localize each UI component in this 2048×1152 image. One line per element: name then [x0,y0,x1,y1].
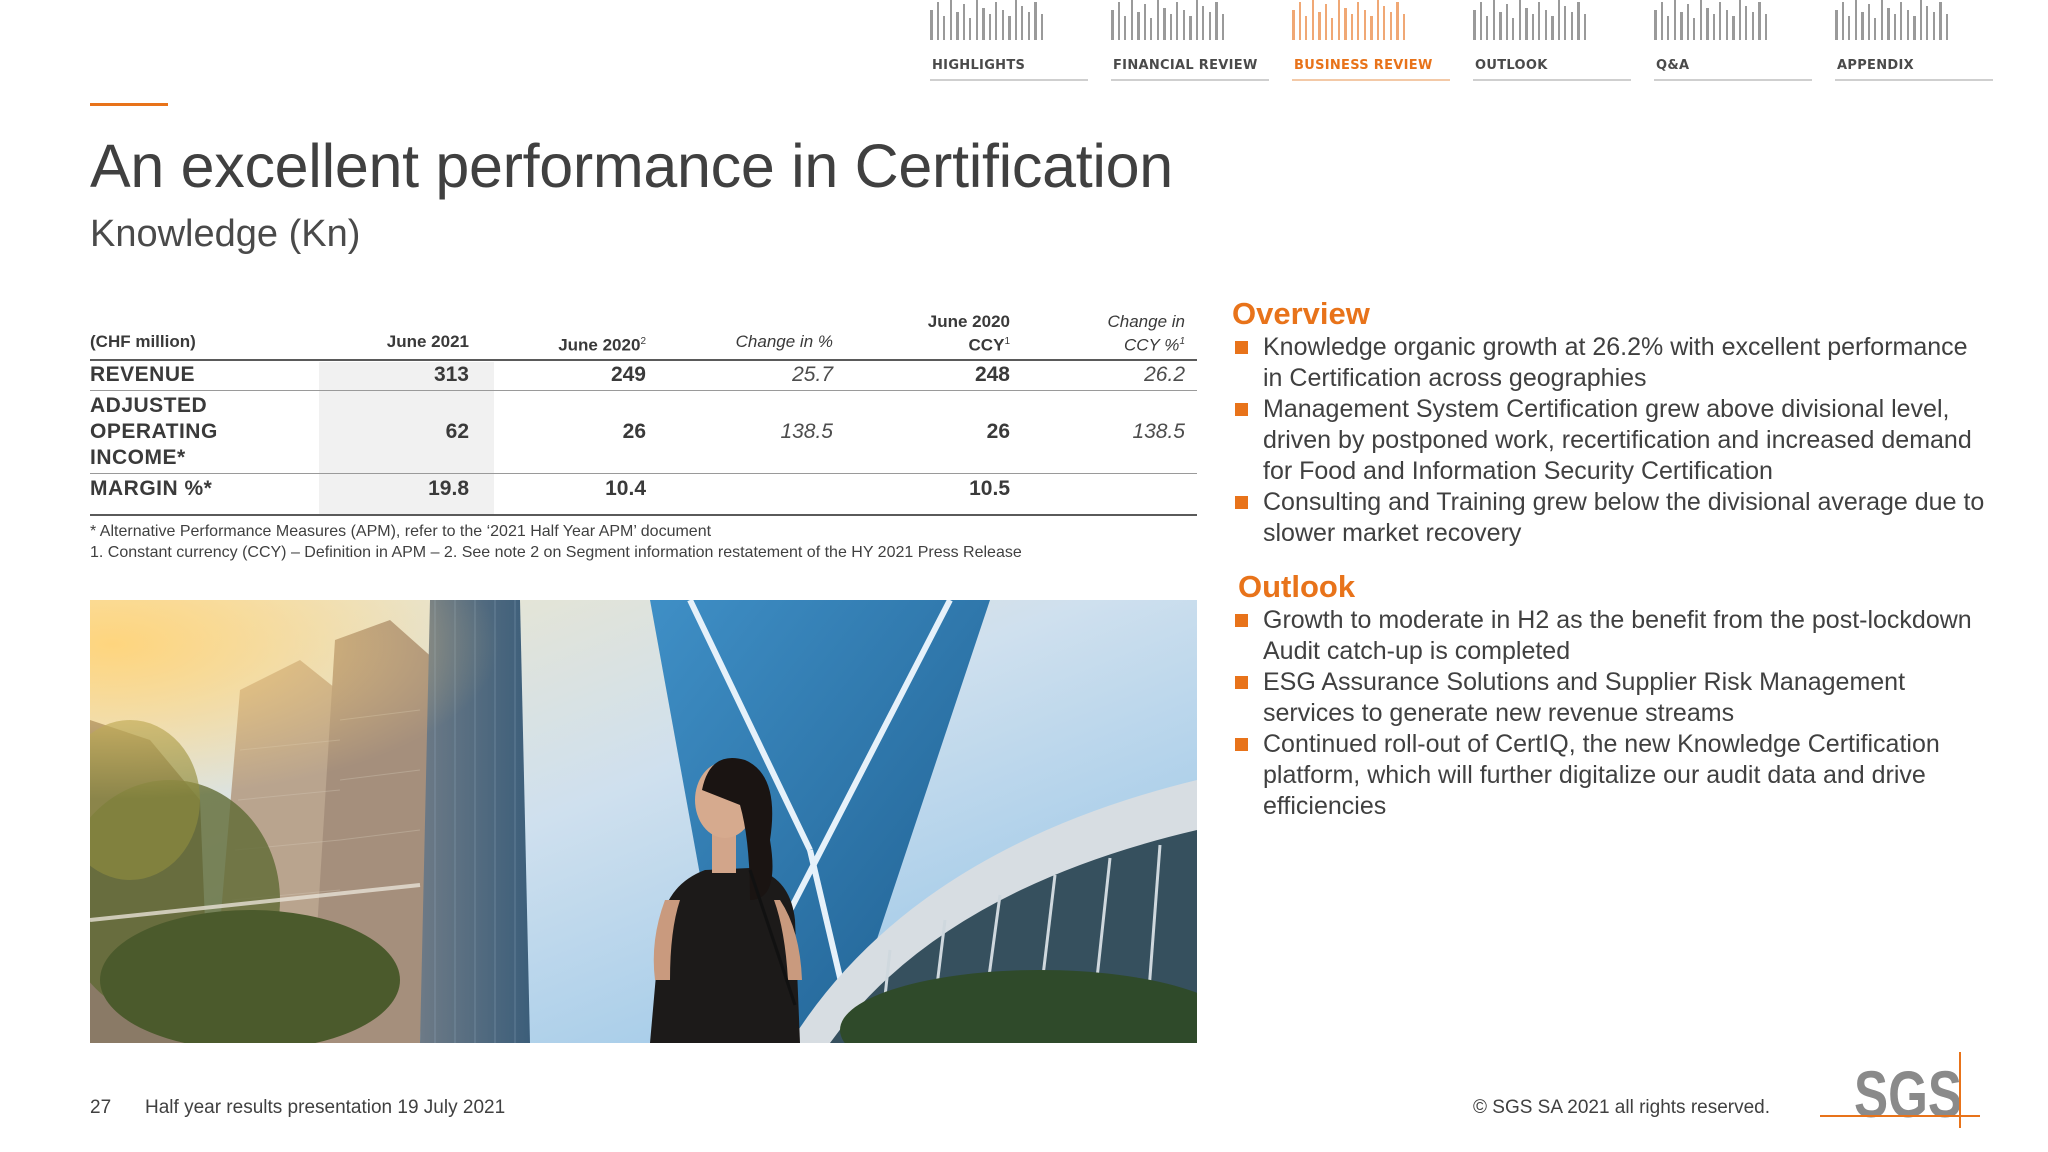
barcode-bar [1131,0,1133,40]
barcode-graphic [1835,0,1953,40]
cell-aoi-change-ccy: 138.5 [1132,420,1185,443]
barcode-bar [1855,0,1857,40]
barcode-bar [1390,12,1392,40]
bullet-text: Consulting and Training grew below the divisional average due to slower market recovery [1263,488,1985,547]
barcode-bar [1111,10,1114,40]
nav-underline [1111,79,1269,81]
row-label-line: ADJUSTED [90,394,208,417]
barcode-bar [1920,0,1922,40]
header-line: CCY [968,335,1005,355]
barcode-bar [1571,12,1573,40]
bullet-text: Management System Certification grew above divisional level, driven by postponed work, recertification and increased demand for Food and Information Security Certification [1263,395,1972,485]
barcode-bar [1364,10,1366,40]
row-label-adjusted-operating-income [90,393,218,471]
nav-label: Q&A [1656,58,1690,73]
barcode-bar [1752,12,1754,40]
barcode-bar [1835,10,1838,40]
barcode-bar [1183,10,1185,40]
top-navigation [930,0,2000,82]
barcode-bar [1654,10,1657,40]
barcode-bar [1034,2,1037,40]
row-rule [90,473,1197,474]
barcode-bar [1661,2,1663,40]
barcode-bar [1939,2,1942,40]
barcode-bar [1222,14,1224,40]
barcode-bar [1874,18,1876,40]
barcode-bar [1584,14,1586,40]
header-line: Change in [1107,312,1185,331]
barcode-bar [1900,2,1902,40]
bullet-square-icon [1235,676,1248,689]
list-item [1233,332,1993,394]
barcode-bar [1861,12,1864,40]
barcode-bar [1680,12,1683,40]
barcode-bar [930,10,933,40]
footnote-marker: 1 [1004,336,1010,347]
bullet-square-icon [1235,496,1248,509]
barcode-bar [1848,16,1850,40]
barcode-bar [1765,14,1767,40]
barcode-bar [1331,18,1333,40]
barcode-graphic [1654,0,1772,40]
logo-text: SGS [1854,1057,1962,1130]
barcode-bar [1887,8,1890,40]
nav-underline [1473,79,1631,81]
barcode-bar [976,0,978,40]
bullet-square-icon [1235,403,1248,416]
sgs-logo [1820,1052,1980,1130]
barcode-bar [1933,12,1935,40]
cell-revenue-change-ccy: 26.2 [1144,363,1185,386]
barcode-bar [1907,10,1909,40]
barcode-bar [1176,2,1178,40]
row-label-line: INCOME* [90,446,186,469]
row-label-line: OPERATING [90,420,218,443]
list-item [1233,729,1993,822]
cell-aoi-june-2020: 26 [622,420,646,443]
barcode-bar [1150,18,1152,40]
barcode-bar [1318,12,1321,40]
barcode-bar [1946,14,1948,40]
nav-item-qa[interactable] [1654,0,1812,82]
header-line: CCY % [1124,335,1180,355]
header-line: June 2020 [927,312,1010,331]
barcode-bar [1913,16,1916,40]
nav-underline [930,79,1088,81]
barcode-bar [1499,12,1502,40]
barcode-bar [995,2,997,40]
header-june-2020 [558,332,646,356]
barcode-bar [1002,10,1004,40]
barcode-bar [1486,16,1488,40]
list-item [1233,394,1993,487]
barcode-bar [1739,0,1741,40]
barcode-bar [1118,2,1120,40]
header-june-2020-ccy [928,312,1010,356]
barcode-bar [1700,0,1702,40]
barcode-bar [1525,8,1528,40]
barcode-bar [1564,6,1566,40]
cell-aoi-june-2020-ccy: 26 [986,420,1010,443]
cell-margin-june-2020: 10.4 [605,477,646,500]
barcode-bar [1538,2,1540,40]
nav-label: APPENDIX [1837,58,1914,73]
barcode-bar [1745,6,1747,40]
nav-label: OUTLOOK [1475,58,1548,73]
nav-item-financial-review[interactable] [1111,0,1269,82]
barcode-bar [1041,14,1043,40]
city-photo [90,600,1197,1043]
barcode-bar [1144,4,1146,40]
barcode-bar [1021,6,1023,40]
barcode-bar [1480,2,1482,40]
barcode-bar [1170,14,1172,40]
barcode-bar [1687,4,1689,40]
footnote-ccy: 1. Constant currency (CCY) – Definition in APM – 2. See note 2 on Segment information restatement of the HY 2021 Press Release [90,544,1022,561]
header-rule [90,359,1197,361]
cell-aoi-june-2021: 62 [445,420,469,443]
barcode-bar [1706,8,1709,40]
nav-label: BUSINESS REVIEW [1294,58,1433,73]
barcode-bar [1028,12,1030,40]
header-june-2020-text: June 2020 [558,335,641,355]
financial-table [90,300,1197,520]
nav-item-outlook[interactable] [1473,0,1631,82]
nav-underline [1654,79,1812,81]
barcode-bar [1726,10,1728,40]
table-bottom-rule [90,514,1197,516]
barcode-bar [1292,10,1295,40]
nav-item-appendix[interactable] [1835,0,1993,82]
row-rule [90,390,1197,391]
barcode-bar [1383,6,1385,40]
barcode-bar [1868,4,1870,40]
outlook-heading: Outlook [1238,569,1356,604]
list-item [1233,487,1993,549]
row-label-revenue: REVENUE [90,363,196,386]
header-change-ccy-pct [1107,312,1185,356]
sgs-logo-icon [1820,1052,1980,1130]
barcode-bar [989,14,991,40]
barcode-bar [1758,2,1761,40]
barcode-bar [937,2,939,40]
cell-revenue-june-2020: 249 [610,363,646,386]
overview-list [1233,332,1993,549]
outlook-list [1233,605,1993,822]
list-item [1233,667,1993,729]
barcode-bar [1215,2,1218,40]
barcode-bar [1551,16,1554,40]
barcode-bar [1202,6,1204,40]
barcode-bar [1693,18,1695,40]
barcode-bar [1512,18,1514,40]
barcode-bar [1506,4,1508,40]
bullet-text: Growth to moderate in H2 as the benefit from the post-lockdown Audit catch-up is completed [1263,606,1972,665]
barcode-bar [1894,14,1896,40]
barcode-bar [1881,0,1883,40]
barcode-bar [1396,2,1399,40]
barcode-bar [1719,2,1721,40]
barcode-bar [1305,16,1307,40]
barcode-bar [1713,14,1715,40]
cell-margin-june-2021: 19.8 [428,477,469,500]
barcode-bar [1357,2,1359,40]
barcode-bar [1189,16,1192,40]
barcode-graphic [930,0,1048,40]
cell-margin-june-2020-ccy: 10.5 [969,477,1010,500]
barcode-bar [1473,10,1476,40]
barcode-bar [943,16,945,40]
barcode-bar [1312,0,1314,40]
page-number: 27 [90,1097,112,1118]
barcode-bar [1577,2,1580,40]
nav-underline [1835,79,1993,81]
barcode-bar [1157,0,1159,40]
page-title: An excellent performance in Certification [90,132,1173,200]
presentation-title: Half year results presentation 19 July 2021 [145,1097,506,1118]
barcode-bar [969,18,971,40]
cell-revenue-june-2021: 313 [433,363,469,386]
header-change-pct: Change in % [735,332,833,351]
barcode-bar [1008,16,1011,40]
nav-item-highlights[interactable] [930,0,1088,82]
barcode-bar [1196,0,1198,40]
nav-label: HIGHLIGHTS [932,58,1026,73]
barcode-bar [1545,10,1547,40]
nav-label: FINANCIAL REVIEW [1113,58,1258,73]
barcode-bar [1558,0,1560,40]
barcode-graphic [1292,0,1410,40]
barcode-bar [1338,0,1340,40]
barcode-bar [1926,6,1928,40]
barcode-graphic [1473,0,1591,40]
page-subtitle: Knowledge (Kn) [90,213,361,255]
barcode-bar [950,0,952,40]
overview-heading: Overview [1232,296,1370,331]
title-accent-line [90,103,168,106]
bullet-text: Knowledge organic growth at 26.2% with excellent performance in Certification across geographies [1263,333,1968,392]
barcode-bar [1370,16,1373,40]
nav-underline [1292,79,1450,81]
barcode-bar [1325,4,1327,40]
photo-illustration [90,600,1197,1043]
barcode-bar [1674,0,1676,40]
barcode-bar [1842,2,1844,40]
barcode-bar [1163,8,1166,40]
barcode-bar [1732,16,1735,40]
barcode-bar [1209,12,1211,40]
bullet-text: ESG Assurance Solutions and Supplier Risk Management services to generate new revenue streams [1263,668,1906,727]
barcode-bar [1377,0,1379,40]
barcode-bar [982,8,985,40]
barcode-bar [1403,14,1405,40]
nav-item-business-review[interactable] [1292,0,1450,82]
barcode-bar [1351,14,1353,40]
barcode-graphic [1111,0,1229,40]
barcode-bar [956,12,959,40]
footnote-apm: * Alternative Performance Measures (APM), refer to the ‘2021 Half Year APM’ document [90,523,712,540]
barcode-bar [1519,0,1521,40]
bullet-square-icon [1235,614,1248,627]
row-label-margin: MARGIN %* [90,477,213,500]
header-unit: (CHF million) [90,332,196,351]
cell-revenue-june-2020-ccy: 248 [974,363,1010,386]
header-june-2021: June 2021 [386,332,469,351]
barcode-bar [1137,12,1140,40]
barcode-bar [963,4,965,40]
bullet-text: Continued roll-out of CertIQ, the new Knowledge Certification platform, which will further digitalize our audit data and drive efficiencies [1263,730,1940,820]
barcode-bar [1344,8,1347,40]
footnote-marker: 1 [1179,336,1185,347]
copyright: © SGS SA 2021 all rights reserved. [1473,1097,1771,1118]
barcode-bar [1532,14,1534,40]
list-item [1233,605,1993,667]
footnote-marker: 2 [640,336,646,347]
barcode-bar [1667,16,1669,40]
barcode-bar [1299,2,1301,40]
cell-aoi-change: 138.5 [780,420,833,443]
bullet-square-icon [1235,341,1248,354]
barcode-bar [1124,16,1126,40]
cell-revenue-change: 25.7 [792,363,833,386]
bullet-square-icon [1235,738,1248,751]
barcode-bar [1015,0,1017,40]
barcode-bar [1493,0,1495,40]
